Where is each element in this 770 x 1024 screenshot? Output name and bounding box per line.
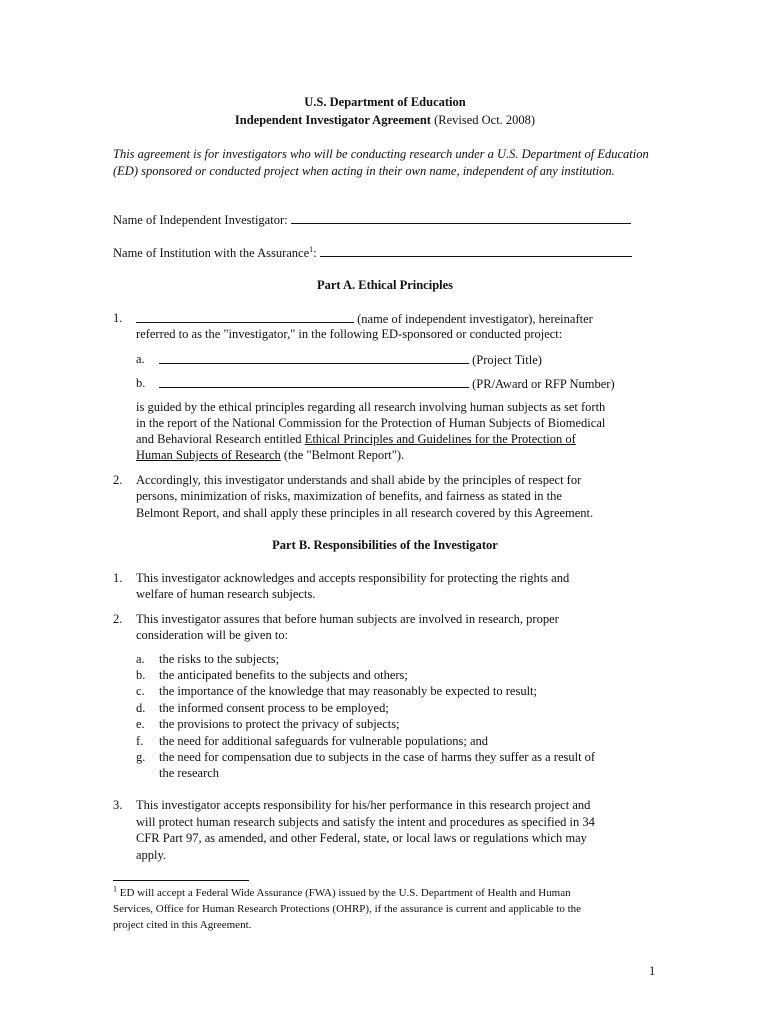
footnote-separator bbox=[113, 880, 249, 881]
project-title-label: (Project Title) bbox=[472, 353, 542, 367]
part-b-item-3-line3: CFR Part 97, as amended, and other Federal, state, or local laws or regulations which may bbox=[136, 831, 587, 845]
part-b-item-3-line4: apply. bbox=[136, 848, 167, 862]
footnote-number: 1 bbox=[113, 884, 117, 894]
project-title-letter: a. bbox=[136, 352, 145, 366]
part-a-item-1-line1 bbox=[136, 310, 658, 328]
part-b-item-3-number: 3. bbox=[113, 798, 123, 812]
list-item-text-cont: the research bbox=[159, 766, 220, 780]
institution-name-label: Name of Institution with the Assurance bbox=[113, 246, 310, 260]
part-a-item-2-number: 2. bbox=[113, 473, 123, 487]
part-a-item-2-line3: Belmont Report, and shall apply these principles in all research covered by this Agreement. bbox=[136, 506, 594, 520]
investigator-name-blank[interactable] bbox=[291, 211, 631, 224]
guided-line-1: is guided by the ethical principles regarding all research involving human subjects as set forth bbox=[136, 400, 606, 414]
footnote-line-1 bbox=[113, 885, 658, 901]
project-title-blank[interactable] bbox=[159, 351, 469, 364]
title-text: Independent Investigator Agreement bbox=[234, 113, 431, 127]
belmont-report-link-cont[interactable]: Human Subjects of Research bbox=[136, 448, 281, 462]
list-item-letter: g. bbox=[136, 750, 146, 764]
part-a-heading: Part A. Ethical Principles bbox=[316, 278, 454, 292]
part-a-item-2-line2: persons, minimization of risks, maximization of benefits, and fairness as stated in the bbox=[136, 489, 562, 503]
part-b-item-2-number: 2. bbox=[113, 612, 123, 626]
guided-line-4-text: (the "Belmont Report"). bbox=[280, 448, 405, 462]
colon: : bbox=[313, 246, 317, 260]
institution-name-field bbox=[113, 244, 658, 262]
guided-line-4 bbox=[136, 447, 658, 464]
guided-line-2: in the report of the National Commission for the Protection of Human Subjects of Biomedical bbox=[136, 416, 606, 430]
revised-date: (Revised Oct. 2008) bbox=[434, 113, 536, 127]
list-item-text: the provisions to protect the privacy of subjects; bbox=[159, 717, 400, 731]
award-number-blank[interactable] bbox=[159, 375, 469, 388]
list-item-letter: c. bbox=[136, 684, 145, 698]
investigator-blank[interactable] bbox=[136, 310, 354, 323]
list-item-text: the need for additional safeguards for vulnerable populations; and bbox=[159, 734, 489, 748]
list-item-text: the importance of the knowledge that may reasonably be expected to result; bbox=[159, 684, 537, 698]
list-item-letter: b. bbox=[136, 668, 146, 682]
list-item-text: the anticipated benefits to the subjects and others; bbox=[159, 668, 408, 682]
part-a-item-1-number: 1. bbox=[113, 311, 123, 325]
part-b-heading: Part B. Responsibilities of the Investigator bbox=[272, 538, 498, 552]
investigator-name-field bbox=[113, 211, 658, 229]
footnote-ref[interactable]: 1 bbox=[309, 244, 314, 254]
agreement-title bbox=[0, 112, 770, 129]
part-b-item-1-line1: This investigator acknowledges and accepts responsibility for protecting the rights and bbox=[136, 571, 570, 585]
footnote-line-3: project cited in this Agreement. bbox=[113, 919, 252, 931]
investigator-name-label: Name of Independent Investigator: bbox=[113, 213, 288, 227]
part-a-item-1-line2: referred to as the "investigator," in the following ED-sponsored or conducted project: bbox=[136, 327, 563, 341]
list-item-letter: d. bbox=[136, 701, 146, 715]
award-number-label: (PR/Award or RFP Number) bbox=[472, 377, 615, 391]
list-item-letter: e. bbox=[136, 717, 145, 731]
intro-paragraph: This agreement is for investigators who will be conducting research under a U.S. Department of Education (ED) sponsored or conducted project when acting in their own name, independent of any institution. bbox=[113, 147, 649, 178]
part-b-item-1-line2: welfare of human research subjects. bbox=[136, 587, 316, 601]
award-number-letter: b. bbox=[136, 376, 146, 390]
part-b-item-2-line1: This investigator assures that before human subjects are involved in research, proper bbox=[136, 612, 559, 626]
guided-line-3-text: and Behavioral Research entitled bbox=[136, 432, 305, 446]
institution-name-blank[interactable] bbox=[320, 244, 632, 257]
part-b-item-3-line1: This investigator accepts responsibility for his/her performance in this research project and bbox=[136, 798, 591, 812]
footnote-line-2: Services, Office for Human Research Protections (OHRP), if the assurance is current and applicable to the bbox=[113, 903, 582, 915]
item-1-tail-text: (name of independent investigator), hereinafter bbox=[357, 312, 593, 326]
list-item-text: the risks to the subjects; bbox=[159, 652, 280, 666]
guided-line-3 bbox=[136, 431, 658, 448]
department-heading: U.S. Department of Education bbox=[304, 95, 466, 109]
list-item-letter: f. bbox=[136, 734, 144, 748]
list-item-text: the need for compensation due to subjects in the case of harms they suffer as a result of bbox=[159, 750, 596, 764]
page-number: 1 bbox=[649, 964, 656, 978]
footnote-text: ED will accept a Federal Wide Assurance (FWA) issued by the U.S. Department of Health and Human bbox=[117, 887, 571, 899]
part-b-item-3-line2: will protect human research subjects and satisfy the intent and procedures as specified in 34 bbox=[136, 815, 595, 829]
list-item-text: the informed consent process to be employed; bbox=[159, 701, 389, 715]
part-a-item-2-line1: Accordingly, this investigator understands and shall abide by the principles of respect for bbox=[136, 473, 582, 487]
belmont-report-link[interactable]: Ethical Principles and Guidelines for the Protection of bbox=[304, 432, 576, 446]
part-b-item-1-number: 1. bbox=[113, 571, 123, 585]
list-item-letter: a. bbox=[136, 652, 145, 666]
part-b-item-2-line2: consideration will be given to: bbox=[136, 628, 289, 642]
project-title-field bbox=[159, 351, 658, 369]
award-number-field bbox=[159, 375, 658, 393]
